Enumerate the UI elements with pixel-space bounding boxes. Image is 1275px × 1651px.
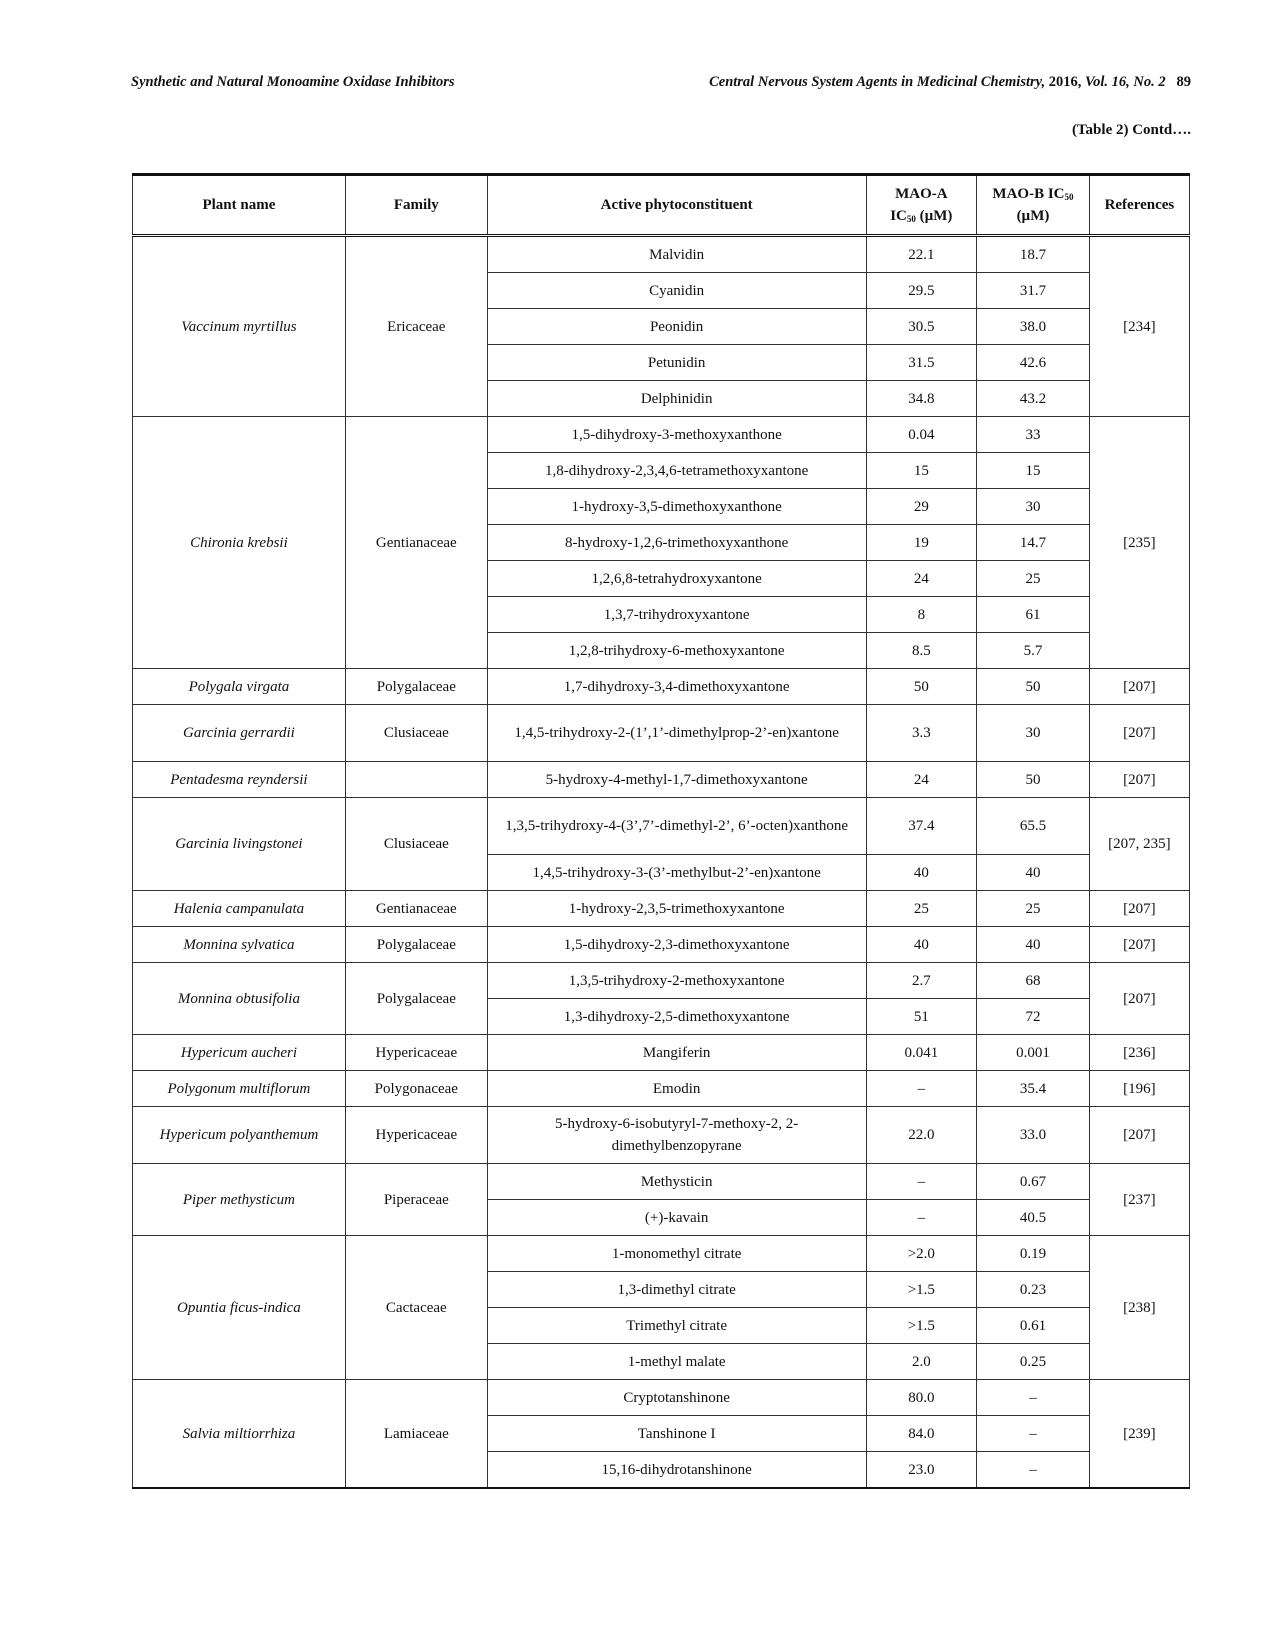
mao-a-value-cell: 51 [866, 999, 977, 1035]
ic-label: IC [890, 208, 907, 224]
constituent-cell: Cryptotanshinone [487, 1380, 866, 1416]
table-continuation-label: (Table 2) Contd…. [1071, 122, 1191, 138]
constituent-cell: 1,2,6,8-tetrahydroxyxantone [487, 561, 866, 597]
mao-b-value-cell: 25 [977, 891, 1090, 927]
running-head [131, 74, 1191, 94]
family-cell: Polygalaceae [345, 927, 487, 963]
col-mao-b-ic50 [977, 175, 1090, 236]
mao-b-value-cell: 25 [977, 561, 1090, 597]
constituent-cell: Tanshinone I [487, 1416, 866, 1452]
constituent-cell: Petunidin [487, 345, 866, 381]
mao-a-value-cell: 40 [866, 927, 977, 963]
mao-a-value-cell: 22.1 [866, 236, 977, 273]
constituent-cell: Trimethyl citrate [487, 1308, 866, 1344]
plant-name-cell: Salvia miltiorrhiza [133, 1380, 346, 1489]
constituent-cell: 1,5-dihydroxy-2,3-dimethoxyxantone [487, 927, 866, 963]
mao-a-label: MAO-A [895, 186, 948, 202]
mao-a-value-cell: – [866, 1164, 977, 1200]
constituent-cell: 15,16-dihydrotanshinone [487, 1452, 866, 1489]
mao-a-value-cell: 30.5 [866, 309, 977, 345]
mao-b-value-cell: 0.61 [977, 1308, 1090, 1344]
constituent-cell: Emodin [487, 1071, 866, 1107]
mao-b-subscript: 50 [1064, 192, 1074, 202]
mao-b-value-cell: 38.0 [977, 309, 1090, 345]
mao-a-value-cell: >1.5 [866, 1308, 977, 1344]
reference-cell: [207, 235] [1089, 798, 1189, 891]
table-row [133, 1236, 1190, 1272]
mao-b-value-cell: 0.25 [977, 1344, 1090, 1380]
mao-a-value-cell: 84.0 [866, 1416, 977, 1452]
mao-a-value-cell: 29 [866, 489, 977, 525]
mao-a-value-cell: 22.0 [866, 1107, 977, 1164]
mao-b-value-cell: 30 [977, 705, 1090, 762]
family-cell: Ericaceae [345, 236, 487, 417]
reference-cell: [207] [1089, 891, 1189, 927]
mao-a-value-cell: 31.5 [866, 345, 977, 381]
plant-name-cell: Vaccinum myrtillus [133, 236, 346, 417]
family-cell: Polygalaceae [345, 669, 487, 705]
mao-a-value-cell: 24 [866, 762, 977, 798]
table-row [133, 762, 1190, 798]
family-cell: Hypericaceae [345, 1107, 487, 1164]
mao-a-value-cell: 8 [866, 597, 977, 633]
table-row [133, 1164, 1190, 1200]
reference-cell: [207] [1089, 762, 1189, 798]
mao-a-value-cell: 34.8 [866, 381, 977, 417]
mao-b-value-cell: – [977, 1380, 1090, 1416]
table-row [133, 891, 1190, 927]
constituent-cell: 5-hydroxy-4-methyl-1,7-dimethoxyxantone [487, 762, 866, 798]
constituent-cell: Mangiferin [487, 1035, 866, 1071]
mao-a-value-cell: 50 [866, 669, 977, 705]
family-cell: Polygalaceae [345, 963, 487, 1035]
family-cell: Lamiaceae [345, 1380, 487, 1489]
mao-b-unit: (µM) [1016, 208, 1050, 224]
plant-name-cell: Garcinia livingstonei [133, 798, 346, 891]
mao-a-value-cell: 19 [866, 525, 977, 561]
table-row [133, 927, 1190, 963]
col-active-phytoconstituent: Active phytoconstituent [487, 175, 866, 236]
constituent-cell: Malvidin [487, 236, 866, 273]
constituent-cell: 1,4,5-trihydroxy-2-(1’,1’-dimethylprop-2’-en)xantone [487, 705, 866, 762]
table-row [133, 1107, 1190, 1164]
plant-name-cell: Monnina sylvatica [133, 927, 346, 963]
mao-a-value-cell: 24 [866, 561, 977, 597]
mao-b-value-cell: 72 [977, 999, 1090, 1035]
mao-a-value-cell: 0.04 [866, 417, 977, 453]
constituent-cell: 1-hydroxy-2,3,5-trimethoxyxantone [487, 891, 866, 927]
mao-b-value-cell: 50 [977, 669, 1090, 705]
constituent-cell: 1,4,5-trihydroxy-3-(3’-methylbut-2’-en)xantone [487, 855, 866, 891]
table-row [133, 1380, 1190, 1416]
mao-a-value-cell: – [866, 1200, 977, 1236]
plant-name-cell: Garcinia gerrardii [133, 705, 346, 762]
reference-cell: [239] [1089, 1380, 1189, 1489]
constituent-cell: 1-monomethyl citrate [487, 1236, 866, 1272]
family-cell: Clusiaceae [345, 798, 487, 891]
col-references: References [1089, 175, 1189, 236]
family-cell: Hypericaceae [345, 1035, 487, 1071]
mao-a-value-cell: 25 [866, 891, 977, 927]
mao-a-unit: (µM) [915, 208, 953, 224]
constituent-cell: Delphinidin [487, 381, 866, 417]
reference-cell: [207] [1089, 927, 1189, 963]
table-row [133, 705, 1190, 762]
plant-name-cell: Opuntia ficus-indica [133, 1236, 346, 1380]
plant-name-cell: Pentadesma reyndersii [133, 762, 346, 798]
constituent-cell: 1,2,8-trihydroxy-6-methoxyxantone [487, 633, 866, 669]
table-row [133, 1071, 1190, 1107]
reference-cell: [235] [1089, 417, 1189, 669]
table-row [133, 798, 1190, 855]
constituent-cell: 5-hydroxy-6-isobutyryl-7-methoxy-2, 2-dimethylbenzopyrane [487, 1107, 866, 1164]
mao-b-value-cell: 5.7 [977, 633, 1090, 669]
mao-b-value-cell: 18.7 [977, 236, 1090, 273]
constituent-cell: 1,3-dimethyl citrate [487, 1272, 866, 1308]
mao-a-value-cell: 29.5 [866, 273, 977, 309]
col-family: Family [345, 175, 487, 236]
constituent-cell: Cyanidin [487, 273, 866, 309]
mao-b-value-cell: 40 [977, 855, 1090, 891]
mao-b-value-cell: 61 [977, 597, 1090, 633]
mao-b-value-cell: 0.23 [977, 1272, 1090, 1308]
ic-subscript: 50 [906, 214, 916, 224]
plant-name-cell: Hypericum polyanthemum [133, 1107, 346, 1164]
mao-b-value-cell: 35.4 [977, 1071, 1090, 1107]
reference-cell: [207] [1089, 705, 1189, 762]
mao-b-value-cell: 14.7 [977, 525, 1090, 561]
journal-volume: Vol. 16, No. 2 [1085, 74, 1166, 90]
mao-a-value-cell: 80.0 [866, 1380, 977, 1416]
table-header-row [133, 175, 1190, 236]
plant-name-cell: Hypericum aucheri [133, 1035, 346, 1071]
mao-b-value-cell: 33 [977, 417, 1090, 453]
constituent-cell: 1-methyl malate [487, 1344, 866, 1380]
constituent-cell: Methysticin [487, 1164, 866, 1200]
mao-b-value-cell: 0.001 [977, 1035, 1090, 1071]
constituent-cell: 1,3-dihydroxy-2,5-dimethoxyxantone [487, 999, 866, 1035]
table-row [133, 236, 1190, 273]
mao-a-value-cell: >2.0 [866, 1236, 977, 1272]
running-title: Synthetic and Natural Monoamine Oxidase Inhibitors [131, 74, 455, 90]
family-cell [345, 762, 487, 798]
mao-a-value-cell: 2.0 [866, 1344, 977, 1380]
constituent-cell: 1,3,5-trihydroxy-2-methoxyxantone [487, 963, 866, 999]
mao-b-value-cell: 15 [977, 453, 1090, 489]
reference-cell: [196] [1089, 1071, 1189, 1107]
family-cell: Piperaceae [345, 1164, 487, 1236]
journal-citation [709, 74, 1191, 91]
mao-a-value-cell: 37.4 [866, 798, 977, 855]
constituent-cell: (+)-kavain [487, 1200, 866, 1236]
constituent-cell: 1-hydroxy-3,5-dimethoxyxanthone [487, 489, 866, 525]
table-body [133, 236, 1190, 1489]
table-row [133, 1035, 1190, 1071]
mao-b-value-cell: 65.5 [977, 798, 1090, 855]
mao-b-value-cell: 0.19 [977, 1236, 1090, 1272]
constituent-cell: 1,3,5-trihydroxy-4-(3’,7’-dimethyl-2’, 6’-octen)xanthone [487, 798, 866, 855]
mao-b-value-cell: 40.5 [977, 1200, 1090, 1236]
constituent-cell: 8-hydroxy-1,2,6-trimethoxyxanthone [487, 525, 866, 561]
mao-a-value-cell: 3.3 [866, 705, 977, 762]
plant-name-cell: Monnina obtusifolia [133, 963, 346, 1035]
reference-cell: [237] [1089, 1164, 1189, 1236]
reference-cell: [207] [1089, 1107, 1189, 1164]
page-number: 89 [1176, 74, 1191, 90]
mao-b-value-cell: 40 [977, 927, 1090, 963]
reference-cell: [207] [1089, 669, 1189, 705]
mao-b-value-cell: 43.2 [977, 381, 1090, 417]
reference-cell: [207] [1089, 963, 1189, 1035]
mao-b-value-cell: 50 [977, 762, 1090, 798]
mao-b-label: MAO-B IC [992, 186, 1065, 202]
table-row [133, 669, 1190, 705]
constituent-cell: 1,5-dihydroxy-3-methoxyxanthone [487, 417, 866, 453]
table-row [133, 963, 1190, 999]
mao-a-value-cell: 8.5 [866, 633, 977, 669]
journal-name: Central Nervous System Agents in Medicinal Chemistry, [709, 74, 1046, 90]
family-cell: Gentianaceae [345, 891, 487, 927]
mao-b-value-cell: 33.0 [977, 1107, 1090, 1164]
family-cell: Cactaceae [345, 1236, 487, 1380]
col-mao-a-ic50 [866, 175, 977, 236]
reference-cell: [238] [1089, 1236, 1189, 1380]
mao-a-value-cell: 23.0 [866, 1452, 977, 1489]
mao-a-value-cell: – [866, 1071, 977, 1107]
mao-inhibitor-table [132, 173, 1190, 1489]
constituent-cell: 1,3,7-trihydroxyxantone [487, 597, 866, 633]
mao-b-value-cell: 42.6 [977, 345, 1090, 381]
mao-a-value-cell: 40 [866, 855, 977, 891]
table-row [133, 417, 1190, 453]
plant-name-cell: Polygala virgata [133, 669, 346, 705]
constituent-cell: 1,7-dihydroxy-3,4-dimethoxyxantone [487, 669, 866, 705]
reference-cell: [236] [1089, 1035, 1189, 1071]
mao-a-value-cell: 0.041 [866, 1035, 977, 1071]
reference-cell: [234] [1089, 236, 1189, 417]
plant-name-cell: Halenia campanulata [133, 891, 346, 927]
constituent-cell: 1,8-dihydroxy-2,3,4,6-tetramethoxyxantone [487, 453, 866, 489]
mao-b-value-cell: 0.67 [977, 1164, 1090, 1200]
mao-b-value-cell: 68 [977, 963, 1090, 999]
journal-year: 2016, [1045, 74, 1086, 90]
mao-b-value-cell: – [977, 1416, 1090, 1452]
plant-name-cell: Piper methysticum [133, 1164, 346, 1236]
family-cell: Polygonaceae [345, 1071, 487, 1107]
plant-name-cell: Polygonum multiflorum [133, 1071, 346, 1107]
mao-b-value-cell: – [977, 1452, 1090, 1489]
mao-b-value-cell: 31.7 [977, 273, 1090, 309]
mao-b-value-cell: 30 [977, 489, 1090, 525]
family-cell: Gentianaceae [345, 417, 487, 669]
plant-name-cell: Chironia krebsii [133, 417, 346, 669]
mao-a-value-cell: >1.5 [866, 1272, 977, 1308]
mao-a-value-cell: 2.7 [866, 963, 977, 999]
mao-a-value-cell: 15 [866, 453, 977, 489]
col-plant-name: Plant name [133, 175, 346, 236]
constituent-cell: Peonidin [487, 309, 866, 345]
family-cell: Clusiaceae [345, 705, 487, 762]
